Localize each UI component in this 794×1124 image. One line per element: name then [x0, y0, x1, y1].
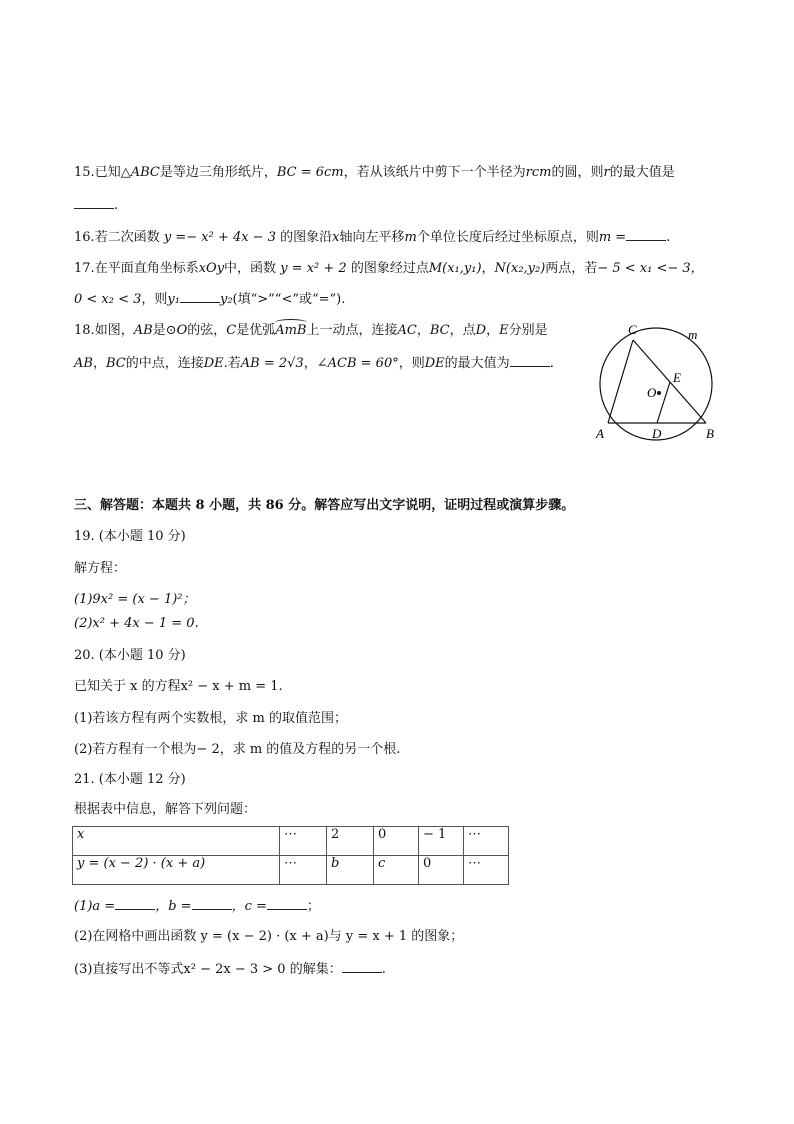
table-cell: − 1	[419, 827, 464, 856]
q16-text: .	[666, 230, 671, 245]
q16-formula: y =− x² + 4x − 3	[163, 230, 276, 245]
q17-text: (填“>”“<”或“=”).	[232, 292, 346, 307]
q17-condition: − 5 < x₁ <− 3，	[597, 261, 704, 276]
table-cell: ⋯	[280, 856, 327, 885]
answer-blank[interactable]	[74, 196, 114, 209]
q18-formula: AB = 2√3	[240, 356, 304, 371]
q18-text: 是优弧	[236, 323, 276, 338]
q17-line1	[74, 260, 704, 278]
q17-var: xOy	[198, 261, 225, 276]
line-bc	[633, 340, 706, 423]
answer-blank[interactable]	[342, 960, 382, 973]
q17-point-n: N(x₂,y₂)	[494, 261, 546, 276]
label-o: O	[647, 385, 657, 400]
table-cell: 0	[419, 856, 464, 885]
q18-text: 分别是	[508, 323, 548, 338]
q21-text: ，b =	[155, 899, 192, 914]
q15-text: 是等边三角形纸片，	[159, 165, 277, 180]
q15-number: 15.	[74, 165, 95, 180]
q18-text: .若	[223, 356, 241, 371]
q21-part3	[74, 960, 386, 979]
q17-text: 中，函数	[224, 261, 277, 276]
answer-blank[interactable]	[180, 290, 220, 303]
label-c: C	[628, 322, 637, 337]
q19-part2: (2)x² + 4x − 1 = 0.	[74, 616, 199, 631]
q21-intro: 根据表中信息，解答下列问题：	[74, 802, 257, 817]
q18-text: .	[549, 356, 554, 371]
q16-text: 若二次函数	[94, 230, 160, 245]
center-dot	[657, 391, 661, 395]
q15-text: 的圆，则	[551, 165, 604, 180]
q21-text: (3)直接写出不等式x² − 2x − 3 > 0 的解集：	[74, 962, 342, 977]
q18-arc: AmB	[275, 323, 307, 338]
q20-intro: 已知关于 x 的方程x² − x + m = 1.	[74, 679, 283, 694]
value-table	[72, 826, 509, 885]
q18-var: AB	[133, 323, 153, 338]
q19-intro: 解方程：	[74, 561, 127, 576]
q19-head: 19. (本小题 10 分)	[74, 529, 186, 544]
table-cell: ⋯	[464, 856, 509, 885]
q21-part1	[74, 897, 320, 916]
q16-var: m =	[598, 230, 627, 245]
q18-line1	[74, 322, 548, 340]
q18-text: ，	[416, 323, 430, 338]
q17-formula: y = x² + 2	[280, 261, 347, 276]
section-heading: 三、解答题：本题共 8 小题，共 86 分。解答应写出文字说明，证明过程或演算步骤。	[74, 498, 575, 513]
q17-condition: 0 < x₂ < 3	[74, 292, 142, 307]
q18-line2	[74, 354, 554, 373]
label-m: m	[688, 327, 698, 342]
q17-text: 两点，若	[545, 261, 598, 276]
q18-number: 18.	[74, 323, 95, 338]
label-e: E	[673, 370, 681, 385]
q15-text: 的最大值是	[609, 165, 675, 180]
table-cell: ⋯	[280, 827, 327, 856]
circle-figure	[588, 318, 728, 450]
line-ac	[608, 340, 633, 423]
table-row	[73, 856, 509, 885]
q21-text: (1)a =	[74, 899, 116, 914]
table-row	[73, 827, 509, 856]
q16-var: x	[332, 230, 340, 245]
q18-text: ，点	[449, 323, 476, 338]
q17-line2	[74, 290, 345, 309]
q17-var: y₂	[219, 292, 233, 307]
q16-text: 的图象沿	[280, 230, 333, 245]
q18-text: ，∠	[303, 356, 328, 371]
q19-part1: (1)9x² = (x − 1)²；	[74, 592, 196, 607]
q18-text: 的中点，连接	[125, 356, 204, 371]
q18-var: AB	[74, 356, 93, 371]
q18-var: AC	[397, 323, 417, 338]
q18-formula: ACB = 60°	[327, 356, 399, 371]
q17-text: 在平面直角坐标系	[94, 261, 199, 276]
q15-var: rcm	[525, 165, 552, 180]
q17-text: ，则	[141, 292, 168, 307]
q18-var: C	[226, 323, 237, 338]
q17-text: 的图象经过点	[350, 261, 429, 276]
q15-line1	[74, 164, 675, 182]
q18-var: DE	[203, 356, 224, 371]
q21-text: ；	[306, 899, 320, 914]
answer-blank[interactable]	[626, 228, 666, 241]
label-b: B	[706, 426, 714, 441]
q18-var: BC	[429, 323, 450, 338]
table-cell: ⋯	[464, 827, 509, 856]
q15-var: ABC	[130, 165, 160, 180]
q15-text: .	[114, 198, 119, 213]
answer-blank[interactable]	[115, 897, 155, 910]
q18-var: E	[499, 323, 509, 338]
table-cell: c	[374, 856, 419, 885]
q21-part2: (2)在网格中画出函数 y = (x − 2) · (x + a)与 y = x + 1 的图象；	[74, 929, 464, 944]
q18-text: 如图，	[94, 323, 134, 338]
q18-var: O	[176, 323, 188, 338]
q18-text: 上一动点，连接	[306, 323, 398, 338]
table-cell: 0	[374, 827, 419, 856]
answer-blank[interactable]	[510, 354, 550, 367]
q21-head: 21. (本小题 12 分)	[74, 772, 186, 787]
table-cell: y = (x − 2) · (x + a)	[73, 856, 280, 885]
q15-text: 已知△	[94, 165, 131, 180]
answer-blank[interactable]	[267, 897, 307, 910]
q20-head: 20. (本小题 10 分)	[74, 648, 186, 663]
q18-var: DE	[424, 356, 445, 371]
q15-line2	[74, 196, 118, 215]
q15-var: r	[603, 165, 610, 180]
q18-text: ，	[92, 356, 106, 371]
q16-number: 16.	[74, 230, 95, 245]
q16-text: 轴向左平移	[339, 230, 405, 245]
q16-var: m	[404, 230, 417, 245]
q20-part2: (2)若方程有一个根为− 2，求 m 的值及方程的另一个根.	[74, 742, 401, 757]
q18-text: ，	[486, 323, 500, 338]
q15-text: ，若从该纸片中剪下一个半径为	[343, 165, 526, 180]
q17-var: y₁	[167, 292, 180, 307]
q17-number: 17.	[74, 261, 95, 276]
table-cell: x	[73, 827, 280, 856]
label-a: A	[596, 426, 604, 441]
q17-text: ，	[481, 261, 495, 276]
label-d: D	[652, 426, 662, 441]
q18-text: 的最大值为	[444, 356, 510, 371]
q17-point-m: M(x₁,y₁)	[428, 261, 482, 276]
q18-var: D	[475, 323, 487, 338]
table-cell: b	[327, 856, 374, 885]
q16-line	[74, 228, 670, 247]
answer-blank[interactable]	[192, 897, 232, 910]
table-cell: 2	[327, 827, 374, 856]
q18-var: BC	[105, 356, 126, 371]
q18-text: 的弦，	[187, 323, 227, 338]
q20-part1: (1)若该方程有两个实数根，求 m 的取值范围；	[74, 711, 348, 726]
q21-text: ，c =	[231, 899, 267, 914]
q15-var: BC = 6cm	[276, 165, 344, 180]
q16-text: 个单位长度后经过坐标原点，则	[416, 230, 599, 245]
q18-text: 是⊙	[152, 323, 177, 338]
q21-text: .	[381, 962, 386, 977]
q18-text: ，则	[398, 356, 425, 371]
line-de	[657, 382, 670, 423]
